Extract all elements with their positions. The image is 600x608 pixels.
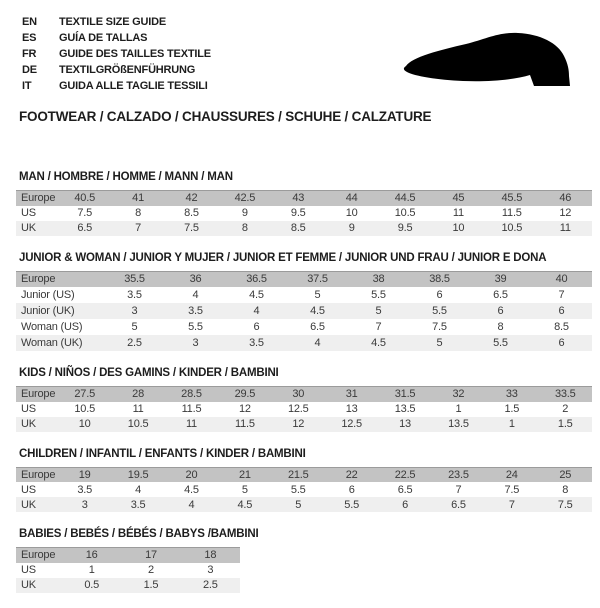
size-value: 10.5 bbox=[111, 417, 164, 432]
size-section-kids bbox=[16, 366, 592, 432]
size-value: 45.5 bbox=[485, 191, 538, 206]
size-value: 11 bbox=[165, 417, 218, 432]
size-value: 10.5 bbox=[378, 206, 431, 221]
size-value: 3 bbox=[165, 335, 226, 351]
size-value: 6 bbox=[226, 319, 287, 335]
size-value: 32 bbox=[432, 387, 485, 402]
size-value: 12.5 bbox=[272, 402, 325, 417]
size-tables bbox=[16, 170, 592, 608]
size-value: 31 bbox=[325, 387, 378, 402]
size-value: 21.5 bbox=[272, 467, 325, 482]
size-value: 4 bbox=[111, 482, 164, 497]
size-value: 4.5 bbox=[287, 303, 348, 319]
size-value: 7.5 bbox=[539, 497, 592, 512]
size-value: 8 bbox=[470, 319, 531, 335]
size-value: 2.5 bbox=[104, 335, 165, 351]
size-value: 43 bbox=[272, 191, 325, 206]
language-code: EN bbox=[22, 16, 37, 28]
size-value: 8.5 bbox=[272, 221, 325, 236]
size-value: 13 bbox=[325, 402, 378, 417]
row-label: US bbox=[16, 402, 58, 417]
size-value: 3.5 bbox=[58, 482, 111, 497]
size-value: 31.5 bbox=[378, 387, 431, 402]
size-value: 12.5 bbox=[325, 417, 378, 432]
row-label: Junior (UK) bbox=[16, 303, 104, 319]
size-value: 27.5 bbox=[58, 387, 111, 402]
size-value: 3 bbox=[58, 497, 111, 512]
size-value: 7 bbox=[348, 319, 409, 335]
table-row bbox=[16, 417, 592, 432]
size-value: 37.5 bbox=[287, 271, 348, 287]
row-label: Woman (UK) bbox=[16, 335, 104, 351]
size-value: 33 bbox=[485, 387, 538, 402]
size-value: 10.5 bbox=[485, 221, 538, 236]
size-value: 5 bbox=[104, 319, 165, 335]
size-value: 18 bbox=[181, 548, 240, 563]
size-section-junior-woman bbox=[16, 251, 592, 352]
size-value: 13.5 bbox=[378, 402, 431, 417]
row-label: US bbox=[16, 206, 58, 221]
size-value: 19.5 bbox=[111, 467, 164, 482]
language-label: GUIDE DES TAILLES TEXTILE bbox=[59, 48, 211, 60]
size-value: 10.5 bbox=[58, 402, 111, 417]
size-table-man bbox=[16, 190, 592, 236]
section-title: BABIES / BEBÉS / BÉBÉS / BABYS /BAMBINI bbox=[19, 528, 259, 540]
language-code: FR bbox=[22, 48, 37, 60]
table-header-row bbox=[16, 548, 240, 563]
size-value: 10 bbox=[432, 221, 485, 236]
size-section-babies bbox=[16, 527, 592, 593]
language-label: TEXTILGRÖßENFÜHRUNG bbox=[59, 64, 196, 76]
size-value: 8 bbox=[218, 221, 271, 236]
table-row bbox=[16, 319, 592, 335]
size-value: 12 bbox=[218, 402, 271, 417]
size-value: 19 bbox=[58, 467, 111, 482]
size-section-children bbox=[16, 447, 592, 513]
language-code: ES bbox=[22, 32, 37, 44]
size-value: 4 bbox=[226, 303, 287, 319]
size-table-junior-woman bbox=[16, 271, 592, 352]
size-value: 11 bbox=[539, 221, 592, 236]
size-value: 6 bbox=[409, 287, 470, 303]
table-row bbox=[16, 206, 592, 221]
language-code: DE bbox=[22, 64, 37, 76]
size-value: 5 bbox=[272, 497, 325, 512]
size-value: 17 bbox=[121, 548, 180, 563]
size-value: 5 bbox=[409, 335, 470, 351]
size-value: 25 bbox=[539, 467, 592, 482]
language-row-en bbox=[22, 14, 211, 30]
size-value: 12 bbox=[272, 417, 325, 432]
size-value: 7 bbox=[485, 497, 538, 512]
size-value: 5.5 bbox=[325, 497, 378, 512]
size-value: 9 bbox=[325, 221, 378, 236]
size-value: 6.5 bbox=[432, 497, 485, 512]
size-value: 9 bbox=[218, 206, 271, 221]
row-label: UK bbox=[16, 221, 58, 236]
size-value: 8 bbox=[111, 206, 164, 221]
size-value: 8.5 bbox=[531, 319, 592, 335]
size-value: 11.5 bbox=[485, 206, 538, 221]
size-value: 20 bbox=[165, 467, 218, 482]
row-label: Europe bbox=[16, 387, 58, 402]
row-label: Europe bbox=[16, 467, 58, 482]
size-value: 35.5 bbox=[104, 271, 165, 287]
language-code: IT bbox=[22, 80, 32, 92]
row-label: Europe bbox=[16, 271, 104, 287]
size-value: 11 bbox=[432, 206, 485, 221]
size-value: 33.5 bbox=[539, 387, 592, 402]
size-value: 8 bbox=[539, 482, 592, 497]
size-value: 28 bbox=[111, 387, 164, 402]
size-value: 7.5 bbox=[165, 221, 218, 236]
size-value: 13 bbox=[378, 417, 431, 432]
size-value: 4 bbox=[165, 497, 218, 512]
size-value: 10 bbox=[58, 417, 111, 432]
size-value: 23.5 bbox=[432, 467, 485, 482]
size-value: 4.5 bbox=[165, 482, 218, 497]
size-value: 7 bbox=[111, 221, 164, 236]
size-value: 30 bbox=[272, 387, 325, 402]
size-value: 2.5 bbox=[181, 578, 240, 593]
size-value: 3 bbox=[104, 303, 165, 319]
size-value: 7.5 bbox=[485, 482, 538, 497]
language-row-es bbox=[22, 30, 211, 46]
table-row bbox=[16, 402, 592, 417]
row-label: UK bbox=[16, 497, 58, 512]
row-label: UK bbox=[16, 578, 62, 593]
section-title: KIDS / NIÑOS / DES GAMINS / KINDER / BAMBINI bbox=[19, 367, 279, 379]
size-value: 3.5 bbox=[226, 335, 287, 351]
table-row bbox=[16, 335, 592, 351]
category-heading: FOOTWEAR / CALZADO / CHAUSSURES / SCHUHE / CALZATURE bbox=[19, 109, 432, 124]
size-value: 39 bbox=[470, 271, 531, 287]
size-value: 7 bbox=[432, 482, 485, 497]
language-label: TEXTILE SIZE GUIDE bbox=[59, 16, 167, 28]
size-table-children bbox=[16, 467, 592, 513]
size-value: 36 bbox=[165, 271, 226, 287]
size-value: 38.5 bbox=[409, 271, 470, 287]
row-label: US bbox=[16, 482, 58, 497]
size-value: 40.5 bbox=[58, 191, 111, 206]
size-value: 5 bbox=[287, 287, 348, 303]
size-value: 44.5 bbox=[378, 191, 431, 206]
size-value: 41 bbox=[111, 191, 164, 206]
language-label: GUIDA ALLE TAGLIE TESSILI bbox=[59, 80, 208, 92]
size-value: 1 bbox=[485, 417, 538, 432]
size-value: 11.5 bbox=[218, 417, 271, 432]
size-value: 36.5 bbox=[226, 271, 287, 287]
table-row bbox=[16, 497, 592, 512]
size-value: 7 bbox=[531, 287, 592, 303]
size-value: 2 bbox=[121, 563, 180, 578]
row-label: Europe bbox=[16, 191, 58, 206]
size-value: 6 bbox=[470, 303, 531, 319]
size-value: 1 bbox=[432, 402, 485, 417]
size-value: 1 bbox=[62, 563, 121, 578]
size-value: 9.5 bbox=[378, 221, 431, 236]
table-header-row bbox=[16, 191, 592, 206]
table-row bbox=[16, 287, 592, 303]
row-label: UK bbox=[16, 417, 58, 432]
size-value: 1.5 bbox=[485, 402, 538, 417]
size-value: 7.5 bbox=[58, 206, 111, 221]
size-value: 4 bbox=[165, 287, 226, 303]
size-value: 6.5 bbox=[378, 482, 431, 497]
table-row bbox=[16, 482, 592, 497]
size-value: 5.5 bbox=[470, 335, 531, 351]
size-value: 3 bbox=[181, 563, 240, 578]
size-value: 6.5 bbox=[287, 319, 348, 335]
size-value: 44 bbox=[325, 191, 378, 206]
size-table-kids bbox=[16, 386, 592, 432]
size-value: 1.5 bbox=[539, 417, 592, 432]
size-section-man bbox=[16, 170, 592, 236]
size-value: 22.5 bbox=[378, 467, 431, 482]
size-value: 5.5 bbox=[165, 319, 226, 335]
shoe-icon bbox=[398, 28, 578, 96]
size-value: 42 bbox=[165, 191, 218, 206]
table-header-row bbox=[16, 467, 592, 482]
table-row bbox=[16, 303, 592, 319]
size-value: 16 bbox=[62, 548, 121, 563]
size-value: 5 bbox=[218, 482, 271, 497]
row-label: Junior (US) bbox=[16, 287, 104, 303]
table-header-row bbox=[16, 271, 592, 287]
size-value: 28.5 bbox=[165, 387, 218, 402]
section-title: MAN / HOMBRE / HOMME / MANN / MAN bbox=[19, 171, 233, 183]
size-value: 22 bbox=[325, 467, 378, 482]
table-row bbox=[16, 578, 240, 593]
row-label: US bbox=[16, 563, 62, 578]
language-list bbox=[22, 14, 211, 94]
language-row-fr bbox=[22, 46, 211, 62]
size-value: 6 bbox=[531, 335, 592, 351]
size-value: 4 bbox=[287, 335, 348, 351]
size-value: 4.5 bbox=[226, 287, 287, 303]
size-value: 6.5 bbox=[470, 287, 531, 303]
size-value: 5 bbox=[348, 303, 409, 319]
size-value: 46 bbox=[539, 191, 592, 206]
language-row-de bbox=[22, 62, 211, 78]
size-value: 4.5 bbox=[348, 335, 409, 351]
size-value: 11 bbox=[111, 402, 164, 417]
size-value: 45 bbox=[432, 191, 485, 206]
size-value: 21 bbox=[218, 467, 271, 482]
size-value: 29.5 bbox=[218, 387, 271, 402]
size-value: 6 bbox=[531, 303, 592, 319]
section-title: CHILDREN / INFANTIL / ENFANTS / KINDER / BAMBINI bbox=[19, 447, 306, 460]
size-value: 6 bbox=[325, 482, 378, 497]
size-value: 8.5 bbox=[165, 206, 218, 221]
size-value: 3.5 bbox=[111, 497, 164, 512]
row-label: Woman (US) bbox=[16, 319, 104, 335]
size-value: 7.5 bbox=[409, 319, 470, 335]
table-row bbox=[16, 221, 592, 236]
size-value: 9.5 bbox=[272, 206, 325, 221]
section-title: JUNIOR & WOMAN / JUNIOR Y MUJER / JUNIOR ET FEMME / JUNIOR UND FRAU / JUNIOR E DONA bbox=[19, 251, 547, 264]
size-table-babies bbox=[16, 547, 240, 593]
language-row-it bbox=[22, 78, 211, 94]
table-row bbox=[16, 563, 240, 578]
row-label: Europe bbox=[16, 548, 62, 563]
size-value: 12 bbox=[539, 206, 592, 221]
size-value: 10 bbox=[325, 206, 378, 221]
size-value: 3.5 bbox=[104, 287, 165, 303]
size-value: 11.5 bbox=[165, 402, 218, 417]
size-value: 5.5 bbox=[348, 287, 409, 303]
size-value: 42.5 bbox=[218, 191, 271, 206]
language-label: GUÍA DE TALLAS bbox=[59, 32, 148, 44]
size-value: 38 bbox=[348, 271, 409, 287]
size-value: 0.5 bbox=[62, 578, 121, 593]
size-value: 6 bbox=[378, 497, 431, 512]
size-value: 5.5 bbox=[409, 303, 470, 319]
size-value: 40 bbox=[531, 271, 592, 287]
size-value: 24 bbox=[485, 467, 538, 482]
size-value: 3.5 bbox=[165, 303, 226, 319]
size-value: 6.5 bbox=[58, 221, 111, 236]
size-value: 1.5 bbox=[121, 578, 180, 593]
size-value: 2 bbox=[539, 402, 592, 417]
size-value: 4.5 bbox=[218, 497, 271, 512]
table-header-row bbox=[16, 387, 592, 402]
size-value: 5.5 bbox=[272, 482, 325, 497]
size-value: 13.5 bbox=[432, 417, 485, 432]
